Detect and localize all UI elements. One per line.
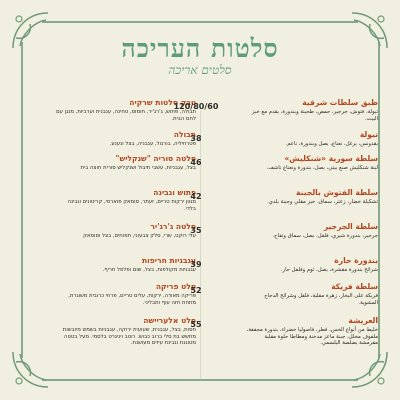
item-price: 38 [190,134,202,143]
menu-item [246,188,378,206]
menu-item [246,98,378,122]
item-desc-he: חסות, בצל, ענבנית, שעועית ירוקה, עגבניות בשמש מיובשות מחשש בת סלי ברוב כבוש. רוטב ויניגרט בלסמי. מעל בטטה מטוגנת וגבינת עיזים מעושנת. [62,327,196,347]
item-desc-he: עלי רוקט, שרי, סלק צבעוני, תפוחים, בצל וסומאק [83,233,196,239]
item-desc-he: עגבניות מקולפות, בצל, שום ופלפל חריף. [102,267,196,273]
frame-left-line [21,42,23,358]
item-desc-ar: شرائح بندورة مقشرة، بصل، ثوم وفلفل حار. [280,267,378,273]
item-name-he: פתוש וגבינה [153,188,196,197]
item-desc-he: פריקה מאודה, ירקות, עלים טריים, פרחי כרובית משוגרת, מתחת חזה עוף ותבליני. [68,293,196,306]
item-name-ar: تبولة [359,130,378,139]
menu-item [246,154,378,172]
menu-item [246,222,378,240]
item-desc-ar: بقدونس، برغل، نعناع، بصل وبندورة، ناعم. [285,141,378,147]
item-name-he: סלט אלעריישה [143,316,196,325]
item-price: 55 [190,320,202,329]
item-desc-ar: جرجير، بندورة شيري، فلفل، بصل، سماق وتفاح. [272,233,378,239]
item-desc-ar: خليط من أنواع الخس، فطر، فاصوليا خضراء، بندورة مجففة، ملفوف مخلل، جبنة ماعز مدخنة ومطاطا حلوة مقلية مقرمشة بصلصة البلسمي. [246,327,378,347]
item-desc-he: תבולה, פתוש, ג'רג'יר, חומוס, טחינה, ענבנית וערביות, מנגן עם לחם הבית. [56,109,196,122]
item-name-he: תבולה [173,130,196,139]
item-name-ar: طبق سلطات شرقية [302,98,378,107]
item-name-ar: العريشة [348,316,378,325]
item-desc-ar: فريكة على البخار، زهرة مقلية، فلفل وشرائح الدجاج المشوية. [264,293,378,306]
item-price: 46 [190,158,202,167]
frame-right-line [378,42,380,358]
item-price: 39 [190,260,202,269]
item-name-ar: سلطة سورية «شنكليش» [284,154,378,163]
item-name-he: טבק סלטות שרקיה [129,98,196,107]
corner-ornament-bottom-left [8,346,54,392]
price-column [170,96,222,386]
item-name-ar: سلطة الفتوش بالجبنة [296,188,378,197]
item-name-ar: سلطة الجرجير [323,222,378,231]
item-desc-ar: تبولة، فتوش، جرجير، حمص، طحينة وبندورة، يقدم مع خبز البيت. [251,109,378,122]
menu-item [246,316,378,347]
item-name-he: סלטה סוריה "שנקליש" [115,154,196,163]
item-name-he: עגבניות חריפות [141,256,196,265]
menu-title: סלטות העריכה [121,34,279,63]
item-name-he: סלט פריקה [155,282,196,291]
menu-item [246,256,378,274]
item-desc-ar: لبنة شنكليش صنع بيتي، بصل، بندورة ونعناع ناشف. [266,165,378,171]
item-name-ar: سلطة فريكة [331,282,378,291]
item-desc-ar: تشكيلة خضار، زعتر، سماق، خبز مقلي وجبنة بلدي. [267,199,378,205]
item-desc-he: פטרוזיליה, בורגול, עגבניה, בצל ונענע. [109,141,196,147]
arabic-column [246,96,378,386]
item-name-he: סלטה ג'רג'יר [150,222,196,231]
item-desc-he: מגוון ירקות טריים, זעתר, סומאק פוארסי, קריטונים וגבינה בלדי. [67,199,196,212]
menu-item [246,282,378,306]
item-price: 35 [190,226,202,235]
item-price: 52 [190,286,202,295]
menu-subtitle: סלטים אריכה [168,63,232,77]
item-price: 120/80/60 [173,102,219,111]
frame-top-line [42,21,358,23]
menu-item [246,130,378,148]
item-desc-he: בצל, עגבניות, עשבי תיבול ושנקליש סורית חוצה בית [80,165,196,171]
item-price: 42 [190,192,202,201]
item-name-ar: بندورة حارة [334,256,378,265]
